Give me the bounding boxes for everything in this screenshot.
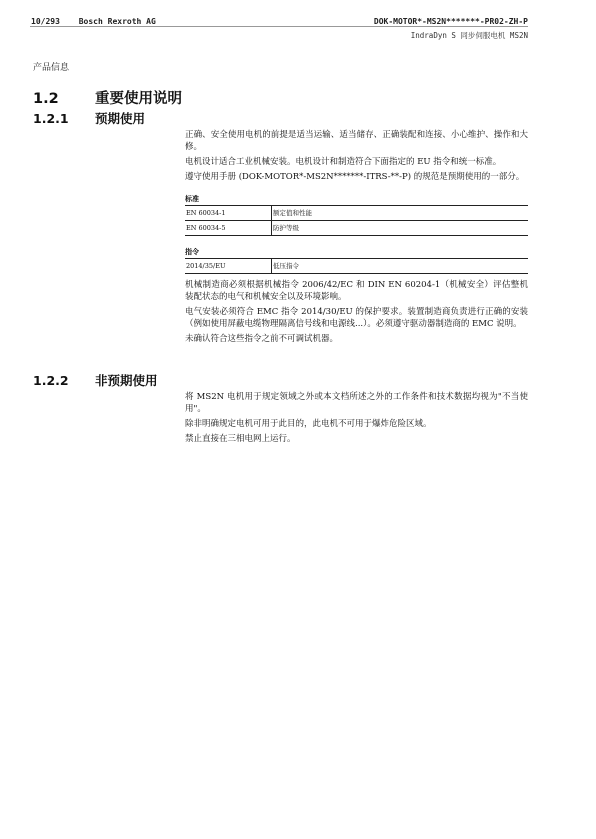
standards-table-title: 标准 [185, 195, 199, 203]
paragraph: 将 MS2N 电机用于规定领域之外或本文档所述之外的工作条件和技术数据均视为"不当使用"。 [185, 392, 528, 414]
heading-1-2-1 [33, 109, 145, 127]
standards-table [185, 205, 528, 236]
heading-number: 1.2.1 [33, 111, 69, 126]
header-rule [30, 26, 528, 27]
table-cell: EN 60034-5 [185, 221, 272, 236]
table-row [185, 221, 528, 236]
heading-1-2-2 [33, 371, 158, 389]
paragraph: 未确认符合这些指令之前不可调试机器。 [185, 334, 339, 344]
table-cell: 额定值和性能 [272, 206, 529, 221]
paragraph: 正确、安全使用电机的前提是适当运输、适当储存、正确装配和连接、小心维护、操作和大修。 [185, 130, 528, 152]
heading-number: 1.2 [33, 91, 59, 107]
page-number: 10/293 [31, 17, 60, 26]
paragraph: 电气安装必须符合 EMC 指令 2014/30/EU 的保护要求。装置制造商负责进行正确的安装（例如使用屏蔽电缆物理隔离信号线和电源线...）。必须遵守驱动器制造商的 EMC 说明。 [185, 307, 528, 329]
table-cell: 低压指令 [272, 259, 529, 274]
document-id: DOK-MOTOR*-MS2N*******-PR02-ZH-P [373, 17, 528, 26]
table-row [185, 259, 528, 274]
directives-table-title: 指令 [185, 248, 199, 256]
paragraph: 机械制造商必须根据机械指令 2006/42/EC 和 DIN EN 60204-1（机械安全）评估整机装配状态的电气和机械安全以及环境影响。 [185, 280, 528, 302]
header-left [31, 17, 156, 26]
unintended-use-body [185, 391, 528, 448]
paragraph: 除非明确规定电机可用于此目的，此电机不可用于爆炸危险区域。 [185, 419, 432, 429]
heading-title: 预期使用 [95, 111, 146, 126]
heading-title: 重要使用说明 [95, 91, 182, 107]
heading-title: 非预期使用 [95, 373, 158, 388]
section-label: 产品信息 [33, 63, 70, 73]
intended-use-body [185, 129, 528, 348]
directives-table [185, 258, 528, 274]
heading-1-2 [33, 87, 182, 108]
product-name: IndraDyn S 同步伺服电机 MS2N [410, 31, 528, 40]
table-row [185, 206, 528, 221]
table-cell: 2014/35/EU [185, 259, 272, 274]
table-cell: 防护等级 [272, 221, 529, 236]
paragraph: 电机设计适合工业机械安装。电机设计和制造符合下面指定的 EU 指令和统一标准。 [185, 157, 502, 167]
paragraph: 禁止直接在三相电网上运行。 [185, 434, 296, 444]
heading-number: 1.2.2 [33, 373, 69, 388]
table-cell: EN 60034-1 [185, 206, 272, 221]
company-name: Bosch Rexroth AG [78, 17, 156, 26]
paragraph: 遵守使用手册 (DOK-MOTOR*-MS2N*******-ITRS-**-P) 的规范是预期使用的一部分。 [185, 172, 525, 182]
